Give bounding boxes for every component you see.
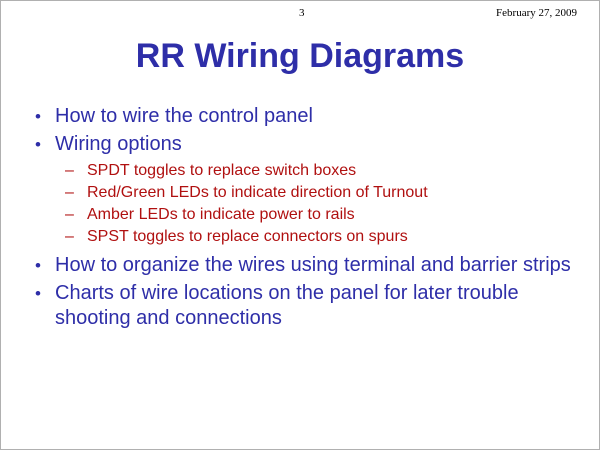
list-item-label: How to organize the wires using terminal and barrier strips [55, 254, 571, 276]
slide-date: February 27, 2009 [496, 7, 577, 19]
slide-header [1, 7, 599, 25]
list-item [29, 132, 581, 157]
page-number: 3 [299, 7, 305, 19]
list-item-label: Charts of wire locations on the panel for later trouble shooting and connections [55, 282, 519, 329]
sublist-item-label: SPDT toggles to replace switch boxes [87, 162, 357, 179]
list-item-label: Wiring options [55, 133, 182, 155]
sublist-item-label: Amber LEDs to indicate power to rails [87, 206, 355, 223]
sublist-item [29, 226, 581, 248]
dash-marker-icon: – [65, 228, 74, 245]
dash-marker-icon: – [65, 162, 74, 179]
sublist-item [29, 182, 581, 204]
dash-marker-icon: – [65, 184, 74, 201]
list-item [29, 104, 581, 129]
slide-body [29, 104, 581, 334]
list-item [29, 281, 581, 331]
list-item-label: How to wire the control panel [55, 105, 313, 127]
sublist-item [29, 204, 581, 226]
sublist-item-label: SPST toggles to replace connectors on spurs [87, 228, 408, 245]
list-item [29, 253, 581, 278]
bullet-marker-icon: • [35, 135, 41, 154]
page-title: RR Wiring Diagrams [135, 37, 465, 75]
sublist-item-label: Red/Green LEDs to indicate direction of Turnout [87, 184, 428, 201]
dash-marker-icon: – [65, 206, 74, 223]
bullet-marker-icon: • [35, 107, 41, 126]
sublist-item [29, 160, 581, 182]
bullet-marker-icon: • [35, 284, 41, 303]
sublist [29, 160, 581, 248]
bullet-marker-icon: • [35, 256, 41, 275]
